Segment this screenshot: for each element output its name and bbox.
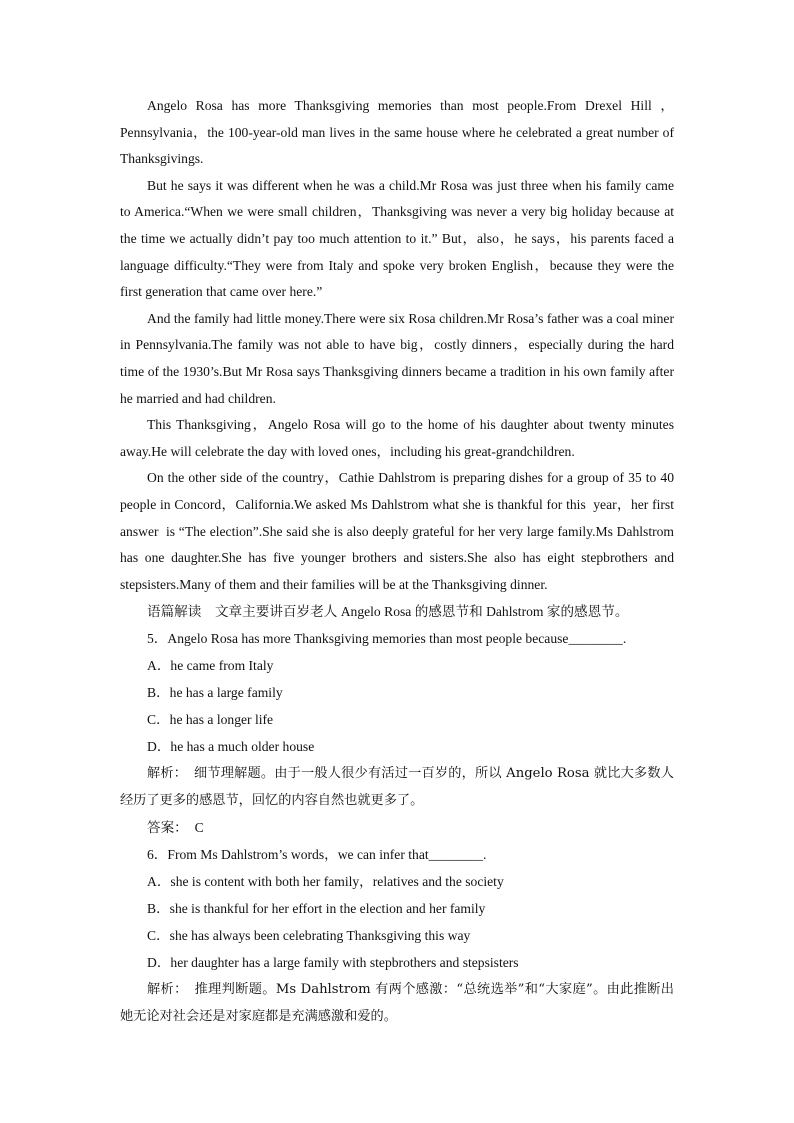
question-5-option-a: A．he came from Italy	[147, 658, 274, 674]
question-5-answer: 答案： C	[147, 820, 204, 836]
question-5-option-d: D．he has a much older house	[147, 739, 315, 755]
passage-paragraph-2: But he says it was different when he was a child.Mr Rosa was just three when his family came to America.“When we were small children，Thanksgiving was never a very big holiday because at the time we actually didn’t pay too much attention to it.” But，also，he says，his parents faced a language difficulty.“They were from Italy and spoke very broken English，because they were the first generation that came over here.”	[120, 177, 678, 300]
question-6-analysis: 解析： 推理判断题。Ms Dahlstrom 有两个感激：“总统选举”和“大家庭”。由此推断出她无论对社会还是对家庭都是充满感激和爱的。	[120, 982, 674, 1025]
passage-paragraph-1: Angelo Rosa has more Thanksgiving memories than most people.From Drexel Hill ，Pennsylvania，the 100-year-old man lives in the same house where he celebrated a great number of Thanksgivings.	[120, 98, 678, 167]
question-5-option-c: C．he has a longer life	[147, 712, 274, 728]
passage-paragraph-3: And the family had little money.There were six Rosa children.Mr Rosa’s father was a coal miner in Pennsylvania.The family was not able to have big，costly dinners，especially during the hard time of the 1930’s.But Mr Rosa says Thanksgiving dinners became a tradition in his own family after he married and had children.	[120, 310, 678, 406]
question-6-option-d: D．her daughter has a large family with stepbrothers and stepsisters	[147, 955, 519, 971]
question-5-option-b: B．he has a large family	[147, 685, 283, 701]
question-5-stem: 5．Angelo Rosa has more Thanksgiving memories than most people because________.	[147, 631, 627, 647]
question-6-option-c: C．she has always been celebrating Thanksgiving this way	[147, 928, 471, 944]
passage-summary: 语篇解读 文章主要讲百岁老人 Angelo Rosa 的感恩节和 Dahlstrom 家的感恩节。	[147, 604, 629, 620]
question-6-option-a: A．she is content with both her family，relatives and the society	[147, 874, 504, 890]
question-6-stem: 6．From Ms Dahlstrom’s words，we can infer that________.	[147, 847, 487, 863]
question-5-analysis: 解析： 细节理解题。由于一般人很少有活过一百岁的，所以 Angelo Rosa 就比大多数人经历了更多的感恩节，回忆的内容自然也就更多了。	[120, 766, 674, 809]
passage-paragraph-4: This Thanksgiving，Angelo Rosa will go to the home of his daughter about twenty minutes away.He will celebrate the day with loved ones，including his great-grandchildren.	[120, 417, 678, 459]
passage-paragraph-5: On the other side of the country，Cathie Dahlstrom is preparing dishes for a group of 35 to 40 people in Concord，California.We asked Ms Dahlstrom what she is thankful for this year，her first answer is “The election”.She said she is also deeply grateful for her very large family.Ms Dahlstrom has one daughter.She has five younger brothers and sisters.She also has eight stepbrothers and stepsisters.Many of them and their families will be at the Thanksgiving dinner.	[120, 470, 681, 592]
question-6-option-b: B．she is thankful for her effort in the election and her family	[147, 901, 486, 917]
document-page	[120, 93, 681, 1030]
